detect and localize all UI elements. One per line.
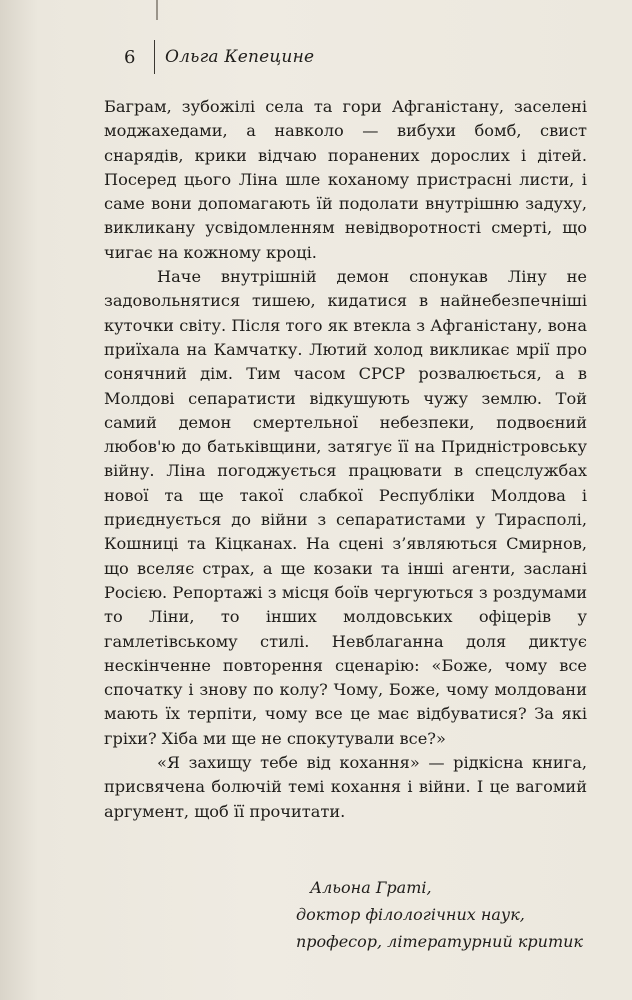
header-divider [154,40,155,74]
signature-name: Альона Граті, [310,878,432,897]
running-title: Ольга Кепецине [165,47,315,67]
body-text [104,95,587,824]
signature-degree: доктор філологічних наук, [296,905,525,924]
signature-position: професор, літературний критик [296,932,583,951]
page-number: 6 [124,46,136,68]
author-signature [296,874,596,955]
paragraph-1: Баграм, зубожілі села та гори Афганістану, заселені моджахедами, а навколо — вибухи бомб, свист снарядів, крики відчаю поранених дорослих і дітей. Посеред цього Ліна шле коханому пристрасні листи, і саме вони допомагають їй подолати внутрішню задуху, викликану усвідомленням невідворотності смерті, що чигає на кожному кроці. [104,97,587,262]
paragraph-2: Наче внутрішній демон спонукав Ліну не задовольнятися тишею, кидатися в найнебезпечніші куточки світу. Після того як втекла з Афганістану, вона приїхала на Камчатку. Лютий холод викликає мрії про сонячний дім. Тим часом СРСР розвалюється, а в Молдові сепаратисти відкушують чужу землю. Той самий демон смертельної небезпеки, подвоєний любов'ю до батьківщини, затягує її на Придністровську війну. Ліна погоджується працювати в спецслужбах нової та ще такої слабкої Республіки Молдова і приєднується до війни з сепаратистами у Тирасполі, Кошниці та Кіцканах. На сцені з’являються Смирнов, що вселяє страх, а ще козаки та інші агенти, заслані Росією. Репортажі з місця боїв чергуються з роздумами то Ліни, то інших молдовських офіцерів у гамлетівському стилі. Невблаганна доля диктує нескінченне повторення сценарію: «Боже, чому все спочатку і знову по колу? Чому, Боже, чому молдовани мають їх терпіти, чому все це має відбуватися? За які гріхи? Хіба ми ще не спокутували все?» [104,267,587,748]
page-gutter-line [156,0,158,20]
paragraph-3: «Я захищу тебе від кохання» — рідкісна книга, присвячена болючій темі кохання і війни. І це вагомий аргумент, щоб її прочитати. [104,753,587,821]
page-header [124,40,424,74]
